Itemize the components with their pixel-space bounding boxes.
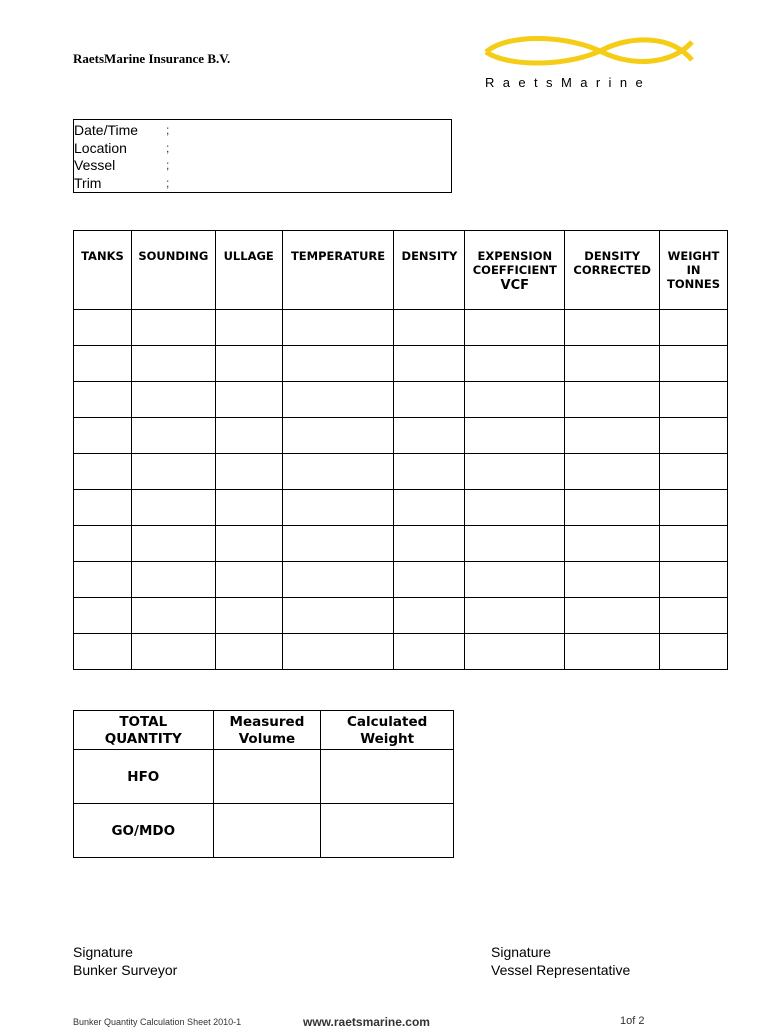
tanks-table	[73, 230, 728, 670]
tanks-cell[interactable]	[74, 634, 132, 670]
header-calculated-line2: Weight	[360, 730, 415, 747]
company-name: RaetsMarine Insurance B.V.	[73, 51, 231, 66]
sounding-cell[interactable]	[131, 562, 215, 598]
info-label: Vessel	[74, 157, 116, 174]
temperature-cell[interactable]	[282, 454, 394, 490]
expension-coefficient-cell[interactable]	[465, 490, 565, 526]
expension-coefficient-cell[interactable]	[465, 310, 565, 346]
density-corrected-cell[interactable]	[565, 310, 660, 346]
signature-vessel-representative	[491, 943, 630, 979]
vessel-info-box	[73, 119, 452, 193]
signature-role: Vessel Representative	[491, 962, 631, 978]
ullage-cell[interactable]	[215, 418, 282, 454]
info-row-location	[74, 140, 451, 158]
sounding-cell[interactable]	[131, 346, 215, 382]
totals-table	[73, 710, 454, 858]
weight-cell[interactable]	[660, 418, 728, 454]
info-separator: ;	[166, 158, 170, 173]
header-density: DENSITY	[394, 231, 465, 310]
density-corrected-cell[interactable]	[565, 418, 660, 454]
temperature-cell[interactable]	[282, 490, 394, 526]
tanks-cell[interactable]	[74, 418, 132, 454]
header-expension-line1: EXPENSION	[477, 249, 553, 263]
logo-text: RaetsMarine	[485, 75, 652, 90]
calculated-weight-cell[interactable]	[321, 804, 454, 858]
info-label: Trim	[74, 174, 102, 191]
temperature-cell[interactable]	[282, 526, 394, 562]
header-calculated-weight	[321, 711, 454, 750]
ullage-cell[interactable]	[215, 490, 282, 526]
ullage-cell[interactable]	[215, 310, 282, 346]
density-corrected-cell[interactable]	[565, 490, 660, 526]
tank-row	[74, 310, 728, 346]
header-total-line2: QUANTITY	[104, 730, 182, 747]
header-total-line1: TOTAL	[119, 713, 168, 730]
weight-cell[interactable]	[660, 310, 728, 346]
tanks-cell[interactable]	[74, 598, 132, 634]
ullage-cell[interactable]	[215, 634, 282, 670]
header-density-corrected	[565, 231, 660, 310]
ullage-cell[interactable]	[215, 382, 282, 418]
totals-row-hfo	[74, 750, 454, 804]
info-label: Date/Time	[74, 122, 139, 138]
fuel-label-go-mdo: GO/MDO	[74, 804, 214, 858]
tanks-cell[interactable]	[74, 562, 132, 598]
header-expension-line2: COEFFICIENT	[472, 263, 557, 277]
tanks-cell[interactable]	[74, 346, 132, 382]
header-tanks: TANKS	[74, 231, 132, 310]
sounding-cell[interactable]	[131, 598, 215, 634]
ullage-cell[interactable]	[215, 526, 282, 562]
density-cell[interactable]	[394, 454, 465, 490]
tanks-cell[interactable]	[74, 454, 132, 490]
signature-label: Signature	[73, 944, 133, 960]
header-sounding: SOUNDING	[131, 231, 215, 310]
weight-cell[interactable]	[660, 346, 728, 382]
tank-row	[74, 562, 728, 598]
weight-cell[interactable]	[660, 634, 728, 670]
density-cell[interactable]	[394, 598, 465, 634]
header-measured-line2: Volume	[238, 730, 296, 747]
density-cell[interactable]	[394, 634, 465, 670]
expension-coefficient-cell[interactable]	[465, 598, 565, 634]
expension-coefficient-cell[interactable]	[465, 526, 565, 562]
ullage-cell[interactable]	[215, 598, 282, 634]
info-row-trim	[74, 175, 451, 193]
temperature-cell[interactable]	[282, 562, 394, 598]
expension-coefficient-cell[interactable]	[465, 562, 565, 598]
temperature-cell[interactable]	[282, 598, 394, 634]
header-temperature: TEMPERATURE	[282, 231, 394, 310]
tanks-cell[interactable]	[74, 382, 132, 418]
tanks-cell[interactable]	[74, 310, 132, 346]
footer-url[interactable]: www.raetsmarine.com	[303, 1015, 430, 1029]
density-cell[interactable]	[394, 526, 465, 562]
weight-cell[interactable]	[660, 526, 728, 562]
tank-row	[74, 526, 728, 562]
density-cell[interactable]	[394, 562, 465, 598]
density-corrected-cell[interactable]	[565, 346, 660, 382]
header-vcf: VCF	[500, 278, 530, 293]
info-row-datetime	[74, 122, 451, 140]
signature-role: Bunker Surveyor	[73, 962, 178, 978]
info-label: Location	[74, 139, 127, 156]
header-weight-in-tonnes	[660, 231, 728, 310]
sounding-cell[interactable]	[131, 382, 215, 418]
weight-cell[interactable]	[660, 454, 728, 490]
tanks-cell[interactable]	[74, 526, 132, 562]
expension-coefficient-cell[interactable]	[465, 634, 565, 670]
temperature-cell[interactable]	[282, 310, 394, 346]
sounding-cell[interactable]	[131, 418, 215, 454]
raetsmarine-logo-icon	[480, 30, 700, 72]
tanks-cell[interactable]	[74, 490, 132, 526]
fuel-label-hfo: HFO	[74, 750, 214, 804]
ullage-cell[interactable]	[215, 562, 282, 598]
tank-row	[74, 418, 728, 454]
header-calculated-line1: Calculated	[347, 713, 428, 730]
tank-row	[74, 634, 728, 670]
expension-coefficient-cell[interactable]	[465, 454, 565, 490]
weight-cell[interactable]	[660, 382, 728, 418]
sounding-cell[interactable]	[131, 310, 215, 346]
info-separator: ;	[166, 175, 170, 190]
footer-page-number: 1of 2	[620, 1015, 645, 1027]
density-cell[interactable]	[394, 490, 465, 526]
sounding-cell[interactable]	[131, 454, 215, 490]
tank-row	[74, 454, 728, 490]
density-corrected-cell[interactable]	[565, 634, 660, 670]
temperature-cell[interactable]	[282, 634, 394, 670]
header-weight-line3: TONNES	[667, 277, 721, 291]
density-cell[interactable]	[394, 418, 465, 454]
weight-cell[interactable]	[660, 598, 728, 634]
measured-volume-cell[interactable]	[213, 804, 321, 858]
density-cell[interactable]	[394, 382, 465, 418]
header-weight-line1: WEIGHT	[667, 249, 720, 263]
totals-header-row	[74, 711, 454, 750]
weight-cell[interactable]	[660, 490, 728, 526]
temperature-cell[interactable]	[282, 418, 394, 454]
info-separator: ;	[166, 140, 170, 155]
density-cell[interactable]	[394, 346, 465, 382]
temperature-cell[interactable]	[282, 346, 394, 382]
signature-bunker-surveyor	[73, 943, 177, 979]
tank-row	[74, 346, 728, 382]
tank-row	[74, 382, 728, 418]
tank-row	[74, 598, 728, 634]
calculated-weight-cell[interactable]	[321, 750, 454, 804]
header-measured-line1: Measured	[229, 713, 305, 730]
density-corrected-cell[interactable]	[565, 526, 660, 562]
density-corrected-cell[interactable]	[565, 562, 660, 598]
header-density-corr-line2: CORRECTED	[573, 263, 651, 277]
expension-coefficient-cell[interactable]	[465, 382, 565, 418]
sounding-cell[interactable]	[131, 526, 215, 562]
sounding-cell[interactable]	[131, 634, 215, 670]
header-measured-volume	[213, 711, 321, 750]
header-weight-line2: IN	[686, 263, 701, 277]
sounding-cell[interactable]	[131, 490, 215, 526]
density-cell[interactable]	[394, 310, 465, 346]
header-ullage: ULLAGE	[215, 231, 282, 310]
ullage-cell[interactable]	[215, 454, 282, 490]
weight-cell[interactable]	[660, 562, 728, 598]
expension-coefficient-cell[interactable]	[465, 418, 565, 454]
tank-row	[74, 490, 728, 526]
density-corrected-cell[interactable]	[565, 598, 660, 634]
density-corrected-cell[interactable]	[565, 454, 660, 490]
ullage-cell[interactable]	[215, 346, 282, 382]
totals-row-go-mdo	[74, 804, 454, 858]
density-corrected-cell[interactable]	[565, 382, 660, 418]
expension-coefficient-cell[interactable]	[465, 346, 565, 382]
tanks-body	[74, 310, 728, 670]
header-density-corr-line1: DENSITY	[584, 249, 641, 263]
tanks-header-row	[74, 231, 728, 310]
signature-label: Signature	[491, 944, 551, 960]
info-row-vessel	[74, 157, 451, 175]
footer-document-name: Bunker Quantity Calculation Sheet 2010-1	[73, 1017, 242, 1027]
temperature-cell[interactable]	[282, 382, 394, 418]
info-separator: ;	[166, 123, 170, 137]
header-expension-coefficient	[465, 231, 565, 310]
header-total-quantity	[74, 711, 214, 750]
measured-volume-cell[interactable]	[213, 750, 321, 804]
